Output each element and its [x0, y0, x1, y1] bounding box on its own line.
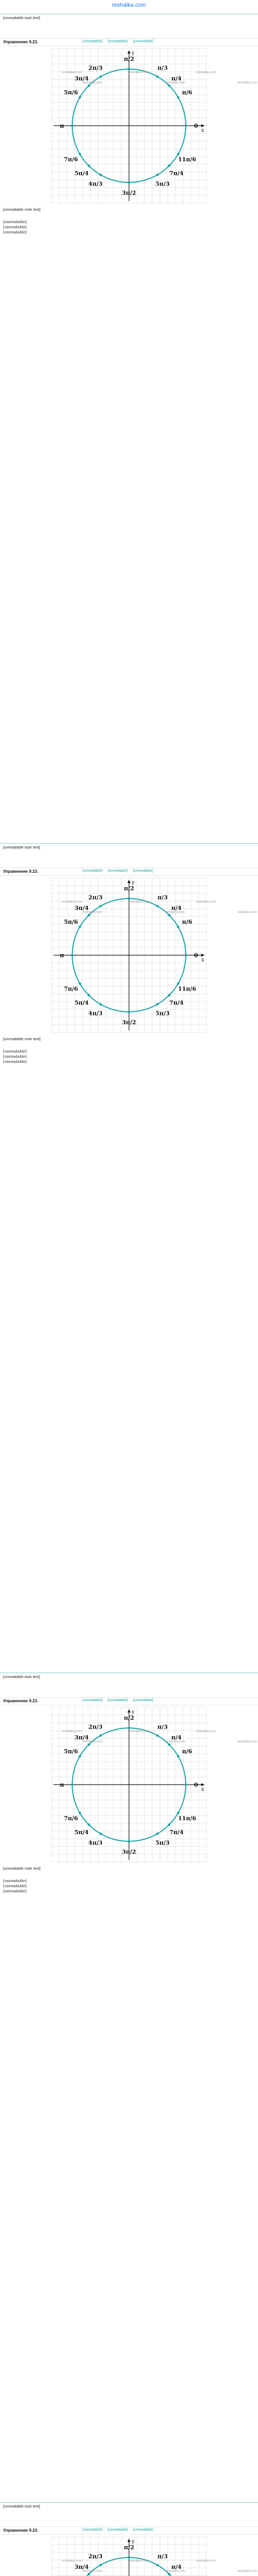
exercise-tools: [83, 40, 158, 43]
answer-line: [unreadable]: [3, 1884, 27, 1888]
angle-label: π: [59, 1782, 64, 1788]
solution-note: [unreadable note text]: [3, 1866, 41, 1871]
angle-point: [88, 994, 90, 996]
angle-label: π/4: [171, 2564, 182, 2571]
angle-point: [168, 84, 170, 87]
angle-point: [177, 1812, 180, 1815]
angle-point: [88, 914, 90, 917]
watermark: reshalka.com: [196, 2559, 216, 2563]
tool-link[interactable]: [unreadable]: [83, 1699, 103, 1702]
angle-point: [88, 84, 90, 87]
angle-label: 4π/3: [88, 1839, 103, 1846]
watermark: reshalka.com: [62, 1730, 82, 1733]
watermark: reshalka.com: [83, 81, 103, 84]
y-axis-label: y: [132, 50, 135, 56]
exercise-title: Упражнение 9.23.: [3, 2528, 39, 2533]
unit-circle-svg: [52, 2537, 257, 2576]
angle-point: [71, 1784, 74, 1786]
watermark: reshalka.com: [237, 81, 257, 84]
angle-point: [128, 1727, 131, 1730]
angle-point: [156, 905, 159, 907]
task-text: [unreadable task text]: [3, 15, 40, 20]
solution-block: [0, 1674, 258, 2478]
angle-label: π/4: [171, 75, 182, 82]
angle-label: 7π/4: [169, 170, 184, 177]
exercise-tools: [83, 869, 158, 873]
exercise-tools: [83, 2528, 158, 2532]
watermark: reshalka.com: [237, 1740, 257, 1743]
watermark: reshalka.com: [83, 1740, 103, 1743]
angle-label: 11π/6: [178, 986, 197, 992]
unit-circle-diagram: [52, 1707, 257, 1862]
answer-line: [unreadable]: [3, 225, 27, 229]
angle-point: [177, 1755, 180, 1758]
angle-label: 2π/3: [88, 894, 103, 901]
watermark: reshalka.com: [196, 1730, 216, 1733]
watermark: reshalka.com: [196, 71, 216, 74]
angle-point: [78, 153, 81, 156]
angle-point: [177, 96, 180, 99]
angle-point: [156, 2564, 159, 2566]
angle-label: π/6: [182, 89, 192, 96]
watermark: reshalka.com: [165, 2569, 185, 2573]
angle-label: 3π/4: [74, 75, 89, 82]
angle-label: 5π/4: [74, 170, 89, 177]
angle-label: π: [59, 123, 64, 129]
angle-label: π/2: [124, 885, 134, 892]
angle-label: π/2: [124, 56, 134, 62]
angle-label: π/3: [157, 894, 168, 901]
angle-point: [156, 1003, 159, 1006]
angle-label: 7π/6: [63, 156, 78, 163]
solution-block: [0, 845, 258, 1649]
angle-label: 4π/3: [88, 180, 103, 188]
tool-link[interactable]: [unreadable]: [83, 2528, 103, 2532]
angle-point: [78, 926, 81, 928]
angle-label: 5π/3: [155, 1010, 170, 1017]
x-axis-label: x: [201, 957, 204, 963]
exercise-bar: [0, 38, 258, 46]
angle-point: [156, 75, 159, 78]
angle-point: [156, 1734, 159, 1737]
answer-line: [unreadable]: [3, 1889, 27, 1893]
answer-line: [unreadable]: [3, 230, 27, 234]
tool-link[interactable]: [unreadable]: [83, 40, 103, 43]
watermark: reshalka.com: [165, 1740, 185, 1743]
angle-point: [88, 1743, 90, 1746]
angle-point: [128, 897, 131, 900]
angle-label: 11π/6: [178, 156, 197, 163]
angle-label: π/3: [157, 1723, 168, 1731]
site-link[interactable]: reshalka.com: [112, 2, 146, 8]
divider: [0, 13, 258, 14]
watermark: reshalka.com: [129, 2559, 149, 2563]
answer-line: [unreadable]: [3, 1049, 27, 1054]
tool-link[interactable]: [unreadable]: [83, 869, 103, 873]
watermark: reshalka.com: [62, 900, 82, 904]
angle-point: [71, 125, 74, 127]
watermark: reshalka.com: [83, 910, 103, 914]
watermark: reshalka.com: [196, 900, 216, 904]
unit-circle-svg: [52, 1707, 257, 1862]
angle-point: [88, 2573, 90, 2575]
y-axis-label: y: [132, 880, 135, 886]
angle-label: 7π/6: [63, 1815, 78, 1822]
task-text: [unreadable task text]: [3, 845, 40, 850]
angle-point: [128, 2556, 131, 2559]
angle-point: [78, 982, 81, 985]
angle-point: [128, 1011, 131, 1013]
watermark: reshalka.com: [83, 2569, 103, 2573]
x-axis-label: x: [201, 1787, 204, 1792]
exercise-bar: [0, 1697, 258, 1705]
watermark: reshalka.com: [237, 910, 257, 914]
solution-block: [0, 2504, 258, 2576]
solution-block: [0, 15, 258, 819]
angle-label: 2π/3: [88, 2553, 103, 2560]
angle-label: π: [59, 952, 64, 959]
angle-label: π/4: [171, 905, 182, 912]
answer-line: [unreadable]: [3, 1055, 27, 1059]
answer-line: [unreadable]: [3, 1879, 27, 1883]
angle-point: [100, 75, 102, 78]
angle-label: 5π/3: [155, 180, 170, 188]
angle-point: [177, 926, 180, 928]
y-axis-label: y: [132, 1709, 135, 1715]
exercise-title: Упражнение 9.23.: [3, 869, 39, 874]
angle-point: [185, 1784, 187, 1786]
angle-point: [177, 982, 180, 985]
angle-label: 5π/3: [155, 1839, 170, 1846]
angle-label: π/6: [182, 919, 192, 925]
x-axis-label: x: [201, 128, 204, 133]
angle-point: [100, 174, 102, 176]
angle-point: [78, 96, 81, 99]
answer-line: [unreadable]: [3, 220, 27, 224]
angle-label: 3π/4: [74, 2564, 89, 2571]
angle-label: 11π/6: [178, 1815, 197, 1822]
tool-link[interactable]: [unreadable]: [133, 40, 153, 43]
unit-circle-svg: [52, 48, 257, 203]
angle-point: [128, 68, 131, 71]
angle-point: [100, 2564, 102, 2566]
exercise-bar: [0, 2527, 258, 2535]
angle-label: 5π/6: [63, 919, 78, 925]
solution-note: [unreadable note text]: [3, 1037, 41, 1041]
angle-point: [78, 1812, 81, 1815]
angle-label: 7π/4: [169, 999, 184, 1006]
watermark: reshalka.com: [62, 71, 82, 74]
angle-label: π/4: [171, 1734, 182, 1741]
answer-line: [unreadable]: [3, 1060, 27, 1064]
angle-label: 0: [194, 952, 198, 959]
angle-label: π/3: [157, 64, 168, 72]
unit-circle-svg: [52, 878, 257, 1032]
angle-point: [185, 125, 187, 127]
angle-label: 2π/3: [88, 64, 103, 72]
angle-label: 5π/4: [74, 999, 89, 1006]
tool-link[interactable]: [unreadable]: [107, 40, 128, 43]
angle-point: [100, 905, 102, 907]
unit-circle-diagram: [52, 878, 257, 1032]
watermark: reshalka.com: [165, 910, 185, 914]
watermark: reshalka.com: [129, 1730, 149, 1733]
angle-label: 2π/3: [88, 1723, 103, 1731]
angle-point: [168, 1823, 170, 1826]
tool-link[interactable]: [unreadable]: [133, 2528, 153, 2532]
angle-label: 0: [194, 1782, 198, 1788]
tool-link[interactable]: [unreadable]: [107, 2528, 128, 2532]
tool-link[interactable]: [unreadable]: [107, 1699, 128, 1702]
angle-point: [100, 1833, 102, 1835]
angle-point: [128, 1840, 131, 1843]
angle-point: [100, 1003, 102, 1006]
solution-note: [unreadable note text]: [3, 207, 41, 212]
angle-point: [88, 1823, 90, 1826]
x-axis-arrow-icon: [201, 124, 204, 127]
angle-point: [128, 181, 131, 184]
angle-point: [156, 1833, 159, 1835]
angle-label: 7π/4: [169, 1828, 184, 1836]
answer-lines: [3, 1049, 117, 1064]
watermark: reshalka.com: [62, 2559, 82, 2563]
unit-circle-diagram: [52, 2537, 257, 2576]
angle-label: 5π/6: [63, 89, 78, 96]
angle-label: 3π/4: [74, 1734, 89, 1741]
angle-point: [168, 994, 170, 996]
y-axis-label: y: [132, 2539, 135, 2545]
x-axis-arrow-icon: [201, 1783, 204, 1786]
angle-point: [168, 1743, 170, 1746]
angle-label: π/6: [182, 1748, 192, 1755]
tool-link[interactable]: [unreadable]: [107, 869, 128, 873]
answer-lines: [3, 1878, 117, 1894]
task-text: [unreadable task text]: [3, 1674, 40, 1679]
angle-label: 3π/2: [122, 1019, 136, 1026]
angle-point: [88, 164, 90, 167]
watermark: reshalka.com: [165, 81, 185, 84]
angle-label: 5π/6: [63, 1748, 78, 1755]
angle-point: [78, 1755, 81, 1758]
exercise-title: Упражнение 9.23.: [3, 1699, 39, 1703]
angle-point: [185, 954, 187, 957]
y-axis-arrow-icon: [127, 2539, 131, 2542]
angle-label: π/2: [124, 1715, 134, 1721]
angle-point: [100, 1734, 102, 1737]
site-header: [0, 0, 258, 11]
answer-lines: [3, 219, 117, 235]
angle-point: [168, 2573, 170, 2575]
tool-link[interactable]: [unreadable]: [133, 1699, 153, 1702]
angle-label: 0: [194, 123, 198, 129]
y-axis-arrow-icon: [127, 50, 131, 54]
angle-label: 4π/3: [88, 1010, 103, 1017]
angle-point: [156, 174, 159, 176]
exercise-bar: [0, 868, 258, 876]
angle-point: [71, 954, 74, 957]
angle-label: π/2: [124, 2544, 134, 2551]
watermark: reshalka.com: [129, 900, 149, 904]
tool-link[interactable]: [unreadable]: [133, 869, 153, 873]
watermark: reshalka.com: [237, 2569, 257, 2573]
unit-circle-diagram: [52, 48, 257, 203]
y-axis-arrow-icon: [127, 880, 131, 883]
angle-point: [177, 153, 180, 156]
divider: [0, 843, 258, 844]
divider: [0, 2502, 258, 2503]
angle-point: [168, 164, 170, 167]
angle-label: 5π/4: [74, 1828, 89, 1836]
angle-label: 3π/4: [74, 905, 89, 912]
angle-label: π/3: [157, 2553, 168, 2560]
divider: [0, 1672, 258, 1673]
angle-label: 3π/2: [122, 190, 136, 196]
exercise-title: Упражнение 9.23.: [3, 40, 39, 44]
exercise-tools: [83, 1699, 158, 1702]
angle-label: 3π/2: [122, 1849, 136, 1855]
x-axis-arrow-icon: [201, 954, 204, 957]
task-text: [unreadable task text]: [3, 2504, 40, 2509]
angle-label: 7π/6: [63, 986, 78, 992]
watermark: reshalka.com: [129, 71, 149, 74]
angle-point: [168, 914, 170, 917]
y-axis-arrow-icon: [127, 1709, 131, 1713]
